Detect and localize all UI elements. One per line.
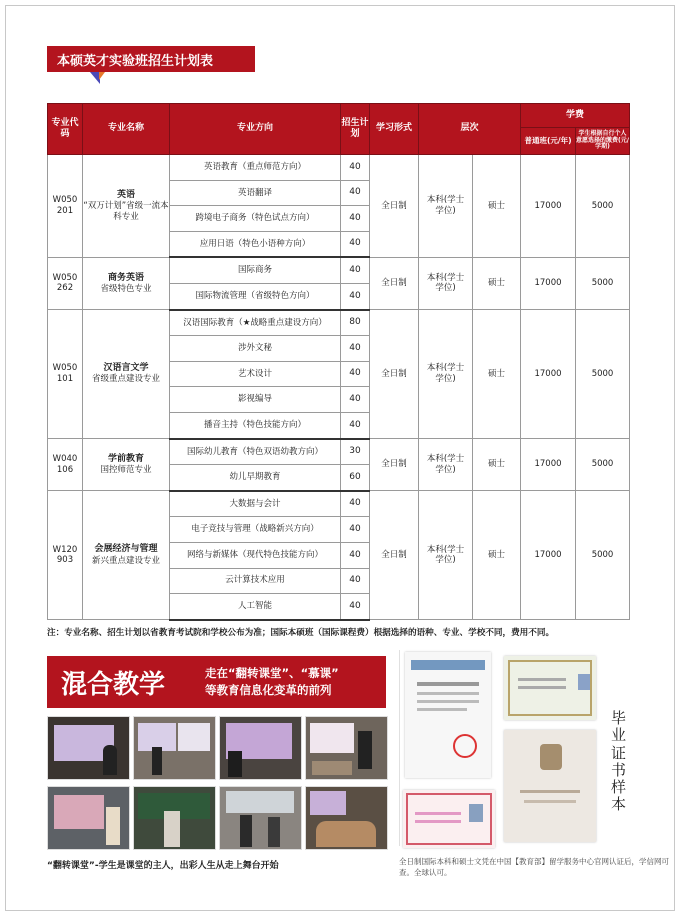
major-direction: 云计算技术应用 xyxy=(170,568,341,594)
major-name-subtitle: “双万计划”省级一流本科专业 xyxy=(83,200,169,222)
enrollment-quota: 30 xyxy=(341,439,370,465)
major-code-text: W050262 xyxy=(52,272,78,294)
header-name: 专业名称 xyxy=(83,104,170,155)
enrollment-quota: 40 xyxy=(341,155,370,181)
fee-personal: 5000 xyxy=(576,155,630,258)
graduate-level: 硕士 xyxy=(473,257,521,309)
study-form: 全日制 xyxy=(370,310,419,439)
major-direction: 网络与新媒体（现代特色技能方向） xyxy=(170,542,341,568)
header-fee-personal: 学生根据自行个人意愿选择的缴费(元/学期) xyxy=(576,128,630,155)
major-direction: 英语翻译 xyxy=(170,180,341,206)
major-direction: 电子竞技与管理（战略新兴方向） xyxy=(170,517,341,543)
enrollment-quota: 40 xyxy=(341,568,370,594)
enrollment-quota: 40 xyxy=(341,361,370,387)
classroom-photo-7 xyxy=(219,786,302,850)
graduate-level: 硕士 xyxy=(473,491,521,620)
study-form: 全日制 xyxy=(370,491,419,620)
certificate-sample-label: 毕业证书样本 xyxy=(610,709,627,814)
degree-level: 本科(学士学位) xyxy=(419,439,473,491)
hybrid-caption: “翻转课堂”-学生是课堂的主人，出彩人生从走上舞台开始 xyxy=(47,861,279,871)
header-direction: 专业方向 xyxy=(170,104,341,155)
major-direction: 大数据与会计 xyxy=(170,491,341,517)
major-name-text: 汉语言文学 xyxy=(103,363,149,374)
enrollment-quota: 40 xyxy=(341,594,370,620)
major-direction: 艺术设计 xyxy=(170,361,341,387)
major-direction: 英语教育（重点师范方向） xyxy=(170,155,341,181)
certificate-sample-1 xyxy=(405,652,491,778)
table-row xyxy=(48,155,630,181)
major-direction: 国际商务 xyxy=(170,257,341,283)
graduate-level: 硕士 xyxy=(473,310,521,439)
major-name-subtitle: 国控师范专业 xyxy=(100,464,152,475)
enrollment-quota: 80 xyxy=(341,310,370,336)
major-code-text: W050201 xyxy=(52,195,78,216)
major-code-text: W040106 xyxy=(52,454,78,475)
major-direction: 影视编导 xyxy=(170,387,341,413)
major-direction: 幼儿早期教育 xyxy=(170,465,341,491)
fee-regular: 17000 xyxy=(521,257,576,309)
major-code xyxy=(48,439,83,491)
major-code xyxy=(48,257,83,309)
title-accent-shape-2 xyxy=(99,72,105,80)
fee-personal: 5000 xyxy=(576,491,630,620)
fee-personal: 5000 xyxy=(576,257,630,309)
enrollment-quota: 40 xyxy=(341,283,370,309)
study-form: 全日制 xyxy=(370,155,419,258)
major-code xyxy=(48,155,83,258)
enrollment-quota: 40 xyxy=(341,542,370,568)
enrollment-quota: 60 xyxy=(341,465,370,491)
hybrid-subtitle xyxy=(205,665,339,698)
major-direction: 跨境电子商务（特色试点方向） xyxy=(170,206,341,232)
major-name xyxy=(83,310,170,439)
enrollment-quota: 40 xyxy=(341,387,370,413)
major-code xyxy=(48,310,83,439)
hybrid-teaching-banner xyxy=(47,656,386,708)
major-direction: 涉外文秘 xyxy=(170,336,341,362)
degree-level: 本科(学士学位) xyxy=(419,310,473,439)
section-divider xyxy=(399,650,400,846)
certificate-sample-2 xyxy=(504,656,596,720)
fee-regular: 17000 xyxy=(521,155,576,258)
degree-level: 本科(学士学位) xyxy=(419,491,473,620)
certificate-sample-3 xyxy=(504,730,596,842)
major-name-subtitle: 新兴重点建设专业 xyxy=(91,555,160,566)
major-direction: 人工智能 xyxy=(170,594,341,620)
major-name xyxy=(83,491,170,620)
classroom-photo-6 xyxy=(133,786,216,850)
major-name-text: 英语 xyxy=(116,189,135,200)
enrollment-quota: 40 xyxy=(341,517,370,543)
header-fee-regular: 普通班(元/年) xyxy=(521,128,576,155)
classroom-photo-2 xyxy=(133,716,216,780)
major-name xyxy=(83,155,170,258)
enrollment-quota: 40 xyxy=(341,180,370,206)
major-name-text: 商务英语 xyxy=(107,272,144,283)
table-row xyxy=(48,310,630,336)
enrollment-quota: 40 xyxy=(341,412,370,438)
certificate-sample-4 xyxy=(403,790,495,848)
degree-level: 本科(学士学位) xyxy=(419,257,473,309)
enrollment-quota: 40 xyxy=(341,257,370,283)
header-fee: 学费 xyxy=(521,104,630,128)
major-name-subtitle: 省级特色专业 xyxy=(100,283,152,294)
enrollment-quota: 40 xyxy=(341,336,370,362)
classroom-photo-8 xyxy=(305,786,388,850)
major-code-text: W120903 xyxy=(52,544,78,566)
major-code-text: W050101 xyxy=(52,363,78,385)
major-name-subtitle: 省级重点建设专业 xyxy=(91,374,160,385)
fee-regular: 17000 xyxy=(521,310,576,439)
major-name xyxy=(83,439,170,491)
page-title: 本硕英才实验班招生计划表 xyxy=(47,46,255,72)
major-name-text: 会展经济与管理 xyxy=(94,544,158,555)
table-row xyxy=(48,257,630,283)
header-quota: 招生计划 xyxy=(341,104,370,155)
header-code: 专业代码 xyxy=(48,104,83,155)
hybrid-title: 混合教学 xyxy=(61,669,166,700)
table-row xyxy=(48,439,630,465)
hybrid-subtitle-line1: 走在“翻转课堂”、“慕课” xyxy=(205,666,339,681)
enrollment-quota: 40 xyxy=(341,491,370,517)
enrollment-plan-table xyxy=(47,103,630,621)
header-level: 层次 xyxy=(419,104,521,155)
classroom-photo-3 xyxy=(219,716,302,780)
table-row xyxy=(48,491,630,517)
enrollment-quota: 40 xyxy=(341,231,370,257)
major-direction: 播音主持（特色技能方向） xyxy=(170,412,341,438)
major-name xyxy=(83,257,170,309)
classroom-photo-4 xyxy=(305,716,388,780)
major-direction: 汉语国际教育（★战略重点建设方向） xyxy=(170,310,341,336)
graduate-level: 硕士 xyxy=(473,439,521,491)
fee-regular: 17000 xyxy=(521,439,576,491)
study-form: 全日制 xyxy=(370,257,419,309)
fee-personal: 5000 xyxy=(576,310,630,439)
graduate-level: 硕士 xyxy=(473,155,521,258)
major-direction: 应用日语（特色小语种方向） xyxy=(170,231,341,257)
fee-regular: 17000 xyxy=(521,491,576,620)
enrollment-quota: 40 xyxy=(341,206,370,232)
major-code xyxy=(48,491,83,620)
fee-personal: 5000 xyxy=(576,439,630,491)
classroom-photo-1 xyxy=(47,716,130,780)
degree-level: 本科(学士学位) xyxy=(419,155,473,258)
classroom-photo-5 xyxy=(47,786,130,850)
major-direction: 国际幼儿教育（特色双语幼教方向） xyxy=(170,439,341,465)
table-note: 注：专业名称、招生计划以省教育考试院和学校公布为准；国际本硕班（国际课程费）根据选择的语种、专业、学校不同，费用不同。 xyxy=(47,628,555,638)
hybrid-subtitle-line2: 等教育信息化变革的前列 xyxy=(205,683,332,697)
certificate-caption: 全日制国际本科和硕士文凭在中国【教育部】留学服务中心官网认证后，学信网可查。全球认可。 xyxy=(399,857,669,878)
major-direction: 国际物流管理（省级特色方向） xyxy=(170,283,341,309)
study-form: 全日制 xyxy=(370,439,419,491)
header-form: 学习形式 xyxy=(370,104,419,155)
major-name-text: 学前教育 xyxy=(107,453,144,464)
